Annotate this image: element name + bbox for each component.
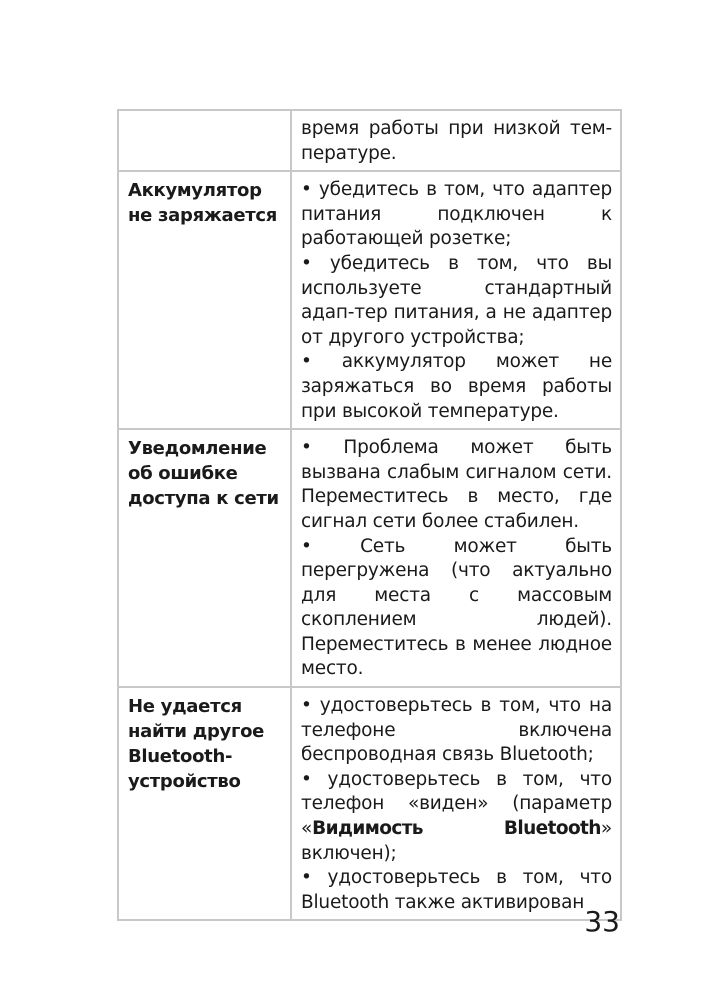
table-row — [118, 110, 621, 171]
solution-item: • удостоверьтесь в том, что на телефоне включена беспроводная связь Bluetooth; — [301, 695, 612, 766]
table-row — [118, 429, 621, 687]
problem-cell: Аккумулятор не заряжается — [118, 171, 291, 429]
table-row — [118, 171, 621, 429]
solution-item: • Сеть может быть перегружена (что актуально для места с массовым скоплением людей). Переместитесь в менее людное место. — [301, 535, 612, 680]
solution-item-visibility — [301, 768, 612, 866]
solution-item: • Проблема может быть вызвана слабым сигналом сети. Переместитесь в место, где сигнал сети более стабилен. — [301, 437, 612, 532]
solution-cell — [291, 429, 621, 687]
visibility-suffix: » включен); — [301, 818, 612, 864]
solution-cell — [291, 687, 621, 920]
solution-item: • аккумулятор может не заряжаться во время работы при высокой температуре. — [301, 351, 612, 422]
solution-item: • убедитесь в том, что вы используете стандартный адап-тер питания, а не адаптер от другого устройства; — [301, 252, 612, 348]
solution-item: • убедитесь в том, что адаптер питания подключен к работающей розетке; — [301, 179, 612, 250]
troubleshooting-table — [117, 109, 622, 921]
problem-cell: Не удается найти другое Bluetooth-устройство — [118, 687, 291, 920]
solution-text: время работы при низкой тем-пературе. — [301, 118, 612, 164]
solution-item: • удостоверьтесь в том, что Bluetooth также активирован — [301, 867, 612, 913]
problem-cell — [118, 110, 291, 171]
problem-cell: Уведомление об ошибке доступа к сети — [118, 429, 291, 687]
solution-cell — [291, 110, 621, 171]
page-number: 33 — [584, 905, 620, 938]
visibility-setting-name: Видимость Bluetooth — [312, 818, 601, 840]
table-row — [118, 687, 621, 920]
visibility-prefix: • удостоверьтесь в том, что телефон «виден» (параметр « — [301, 768, 612, 840]
solution-cell — [291, 171, 621, 429]
